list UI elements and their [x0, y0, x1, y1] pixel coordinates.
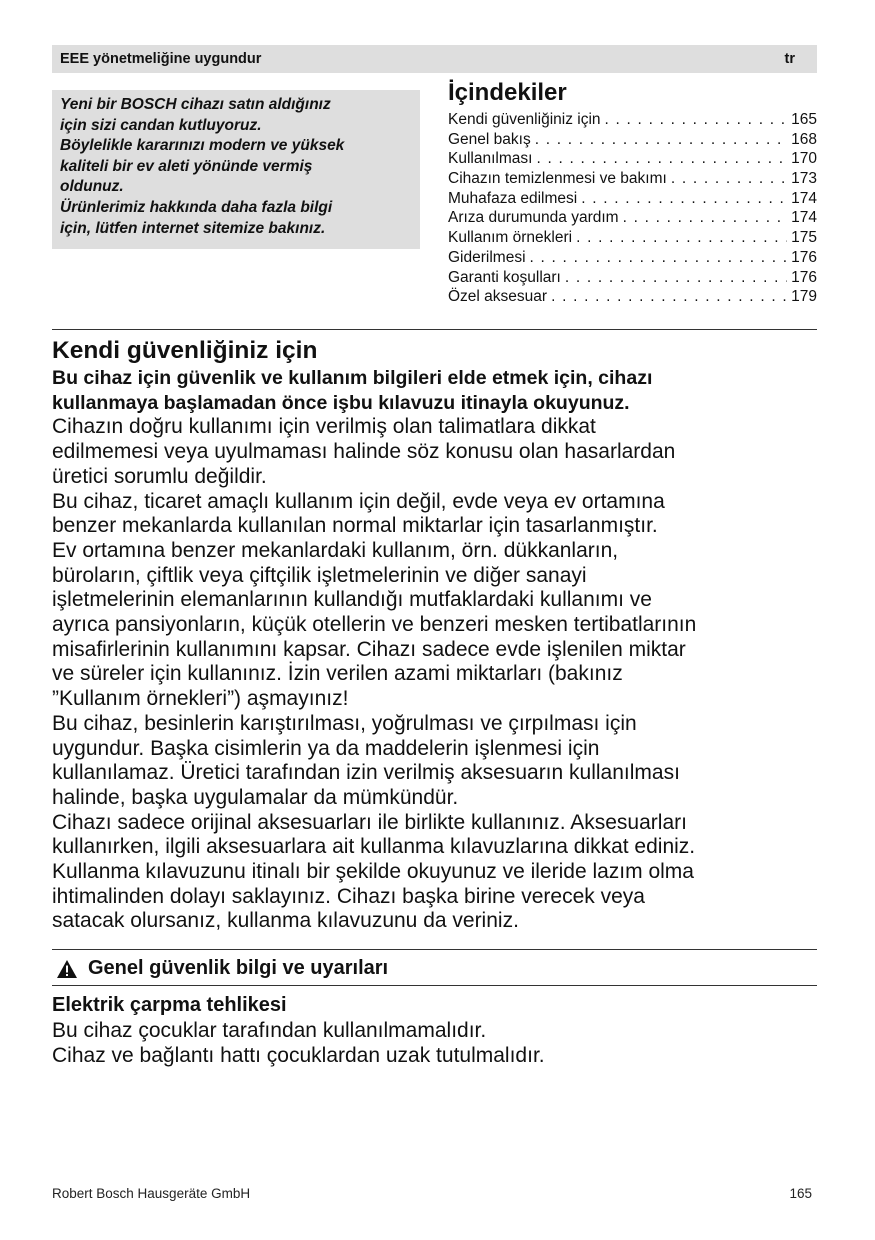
body-line: Bu cihaz çocuklar tarafından kullanılmamalıdır. [52, 1018, 487, 1042]
toc-item-page: 176 [791, 268, 817, 286]
table-of-contents [448, 78, 817, 307]
body-line: Cihazın doğru kullanımı için verilmiş olan talimatlara dikkat [52, 415, 596, 439]
toc-item-label: Özel aksesuar [448, 288, 548, 306]
body-line: Cihazı sadece orijinal aksesuarları ile birlikte kullanınız. Aksesuarları [52, 810, 687, 834]
toc-item-label: Arıza durumunda yardım [448, 209, 619, 227]
toc-item-label: Kullanılması [448, 150, 533, 168]
body-line: üretici sorumlu değildir. [52, 464, 267, 488]
body-line: ayrıca pansiyonların, küçük otellerin ve benzeri mesken tertibatlarının [52, 613, 697, 637]
toc-item-page: 173 [791, 170, 817, 188]
intro-line: için, lütfen internet sitemize bakınız. [60, 219, 326, 237]
intro-box [52, 90, 420, 249]
warning-divider-bottom [52, 985, 817, 986]
toc-item[interactable] [448, 248, 817, 268]
page-number: 165 [789, 1186, 812, 1201]
header-bar [52, 45, 817, 73]
toc-item-page: 168 [791, 130, 817, 148]
body-line: Kullanma kılavuzunu itinalı bir şekilde okuyunuz ve ileride lazım olma [52, 860, 694, 884]
toc-dot-leader [565, 268, 787, 288]
body-line: misafirlerinin kullanımını kapsar. Cihazı sadece evde işlenilen miktar [52, 637, 686, 661]
intro-line: Ürünlerimiz hakkında daha fazla bilgi [60, 198, 333, 216]
toc-item[interactable] [448, 208, 817, 228]
toc-item[interactable] [448, 169, 817, 189]
toc-item-label: Kendi güvenliğiniz için [448, 111, 601, 128]
body-line: işletmelerinin elemanlarının kullandığı mutfaklardaki kullanımı ve [52, 588, 652, 612]
lead-paragraph [52, 366, 820, 415]
toc-item-label: Garanti koşulları [448, 268, 561, 286]
lead-line: kullanmaya başlamadan önce işbu kılavuzu itinayla okuyunuz. [52, 391, 630, 414]
warning-divider-top [52, 949, 817, 950]
body-text [52, 415, 820, 934]
body-line: satacak olursanız, kullanma kılavuzunu da veriniz. [52, 909, 519, 933]
body-line: benzer mekanlarda kullanılan normal miktarlar için tasarlanmıştır. [52, 514, 658, 538]
toc-item-page: 174 [791, 189, 817, 207]
toc-item[interactable] [448, 149, 817, 169]
page-footer [52, 1186, 812, 1201]
body-line: Bu cihaz, ticaret amaçlı kullanım için değil, evde veya ev ortamına [52, 489, 665, 513]
intro-line: oldunuz. [60, 178, 124, 196]
intro-line: Yeni bir BOSCH cihazı satın aldığınız [60, 96, 331, 113]
toc-dot-leader [530, 248, 788, 268]
toc-item[interactable] [448, 287, 817, 307]
language-code: tr [784, 51, 795, 67]
toc-item-label: Cihazın temizlenmesi ve bakımı [448, 170, 667, 188]
body-line: halinde, başka uygulamalar da mümkündür. [52, 785, 459, 809]
toc-item-page: 170 [791, 150, 817, 168]
toc-dot-leader [623, 208, 788, 228]
toc-item-page: 174 [791, 209, 817, 227]
toc-item[interactable] [448, 110, 817, 130]
intro-line: kaliteli bir ev aleti yönünde vermiş [60, 157, 313, 175]
intro-line: Böylelikle kararınızı modern ve yüksek [60, 137, 345, 155]
body-line: Ev ortamına benzer mekanlardaki kullanım, örn. dükkanların, [52, 538, 619, 562]
toc-item[interactable] [448, 228, 817, 248]
toc-dot-leader [581, 189, 787, 209]
footer-company: Robert Bosch Hausgeräte GmbH [52, 1186, 251, 1201]
electric-shock-section [52, 993, 817, 1068]
subheading: Elektrik çarpma tehlikesi [52, 994, 287, 1016]
body-line: ”Kullanım örnekleri”) aşmayınız! [52, 687, 349, 711]
body-line: edilmemesi veya uyulmaması halinde söz konusu olan hasarlardan [52, 440, 676, 464]
warning-triangle-icon [56, 959, 78, 979]
toc-item-label: Muhafaza edilmesi [448, 189, 578, 207]
body-line: Cihaz ve bağlantı hattı çocuklardan uzak tutulmalıdır. [52, 1043, 545, 1067]
toc-item-label: Genel bakış [448, 130, 531, 148]
header-title: EEE yönetmeliğine uygundur [60, 51, 262, 67]
body-line: ihtimalinden dolayı saklayınız. Cihazı başka birine verecek veya [52, 884, 645, 908]
toc-item[interactable] [448, 268, 817, 288]
toc-dot-leader [551, 287, 787, 307]
toc-title: İçindekiler [448, 79, 567, 106]
body-line: kullanırken, ilgili aksesuarlara ait kullanma kılavuzlarına dikkat ediniz. [52, 835, 696, 859]
warning-title: Genel güvenlik bilgi ve uyarıları [88, 957, 389, 979]
toc-item-page: 176 [791, 248, 817, 266]
toc-item-label: Kullanım örnekleri [448, 229, 573, 247]
toc-dot-leader [671, 169, 787, 189]
body-line: büroların, çiftlik veya çiftçilik işletmelerinin ve diğer sanayi [52, 563, 587, 587]
toc-dot-leader [605, 110, 788, 130]
section-heading: Kendi güvenliğiniz için [52, 337, 318, 364]
body-text [52, 1018, 817, 1068]
toc-item-label: Giderilmesi [448, 248, 526, 266]
section-divider [52, 329, 817, 330]
toc-item[interactable] [448, 130, 817, 150]
toc-item-page: 179 [791, 288, 817, 306]
toc-dot-leader [536, 149, 787, 169]
toc-dot-leader [576, 228, 787, 248]
body-line: uygundur. Başka cisimlerin ya da maddelerin işlenmesi için [52, 736, 600, 760]
toc-item-page: 165 [791, 111, 817, 128]
toc-item[interactable] [448, 189, 817, 209]
lead-line: Bu cihaz için güvenlik ve kullanım bilgileri elde etmek için, cihazı [52, 367, 653, 389]
body-line: ve süreler için kullanınız. İzin verilen azami miktarları (bakınız [52, 662, 623, 686]
safety-section [52, 336, 820, 934]
body-line: kullanılamaz. Üretici tarafından izin verilmiş aksesuarın kullanılması [52, 761, 680, 785]
warning-heading [52, 957, 817, 980]
toc-dot-leader [535, 130, 787, 150]
body-line: Bu cihaz, besinlerin karıştırılması, yoğrulması ve çırpılması için [52, 711, 637, 735]
toc-item-page: 175 [791, 229, 817, 247]
intro-line: için sizi candan kutluyoruz. [60, 116, 262, 134]
